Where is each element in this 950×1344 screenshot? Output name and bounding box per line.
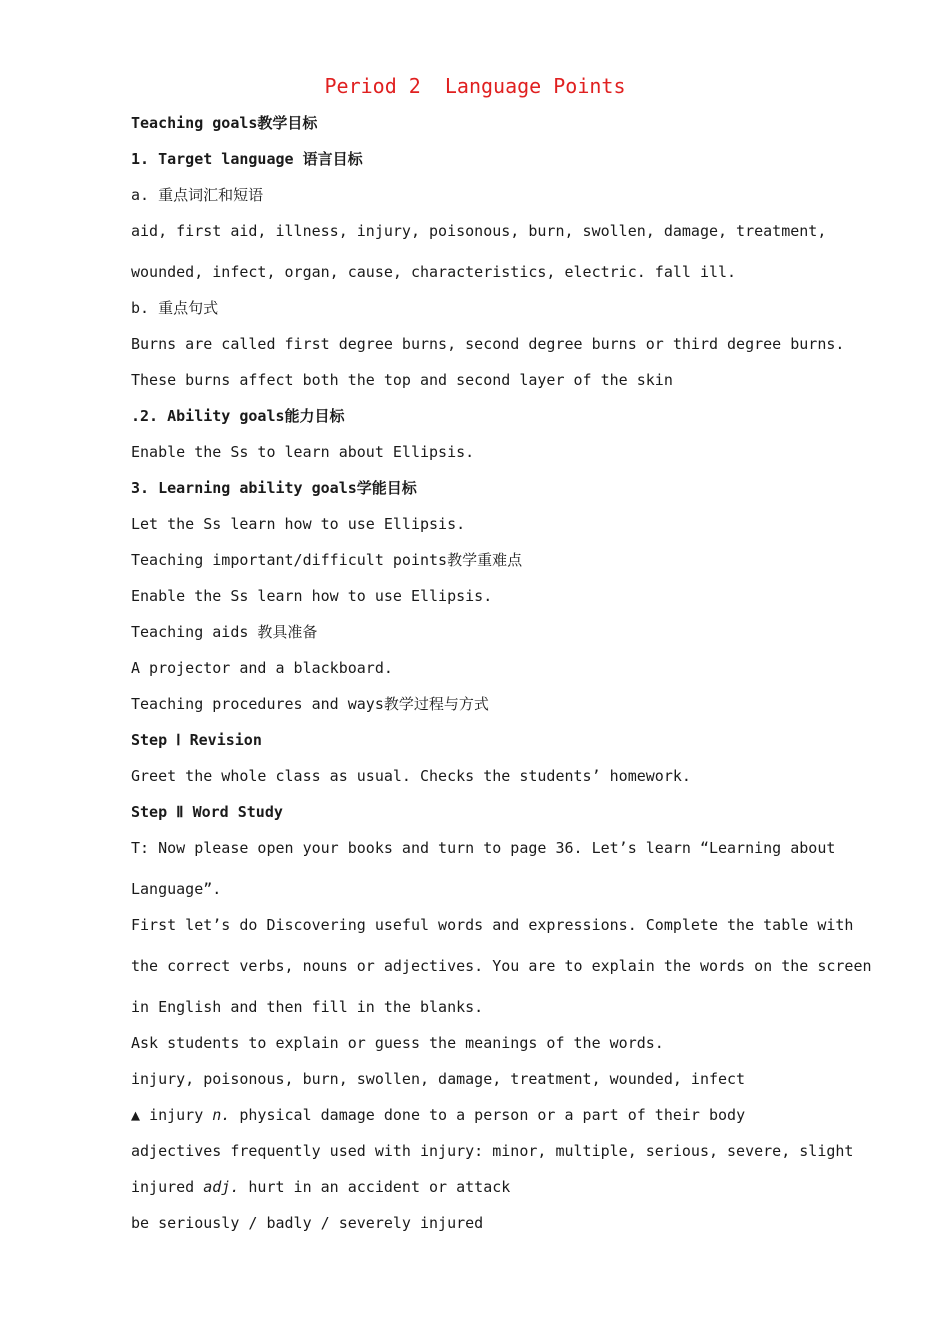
teaching-aids-label: Teaching aids 教具准备 — [131, 623, 318, 641]
definition-word: injury — [149, 1106, 204, 1124]
definition-meaning: hurt in an accident or attack — [248, 1178, 511, 1196]
step-2-paragraph-2-line-3: in English and then fill in the blanks. — [131, 998, 484, 1016]
step-2-heading: Step Ⅱ Word Study — [131, 803, 283, 821]
teaching-aids-text: A projector and a blackboard. — [131, 659, 393, 677]
step-2-paragraph-2-line-2: the correct verbs, nouns or adjectives. You are to explain the words on the screen — [131, 957, 872, 975]
important-points-text: Enable the Ss learn how to use Ellipsis. — [131, 587, 493, 605]
ability-goals-text: Enable the Ss to learn about Ellipsis. — [131, 443, 475, 461]
step-1-text: Greet the whole class as usual. Checks the students’ homework. — [131, 767, 691, 785]
target-language-heading: 1. Target language 语言目标 — [131, 150, 363, 168]
important-points-label: Teaching important/difficult points教学重难点 — [131, 551, 523, 569]
triangle-bullet-icon: ▲ — [131, 1106, 141, 1124]
part-of-speech: adj. — [203, 1178, 240, 1196]
sentence-line-1: Burns are called first degree burns, second degree burns or third degree burns. — [131, 335, 845, 353]
step-2-paragraph-1-line-1: T: Now please open your books and turn to page 36. Let’s learn “Learning about — [131, 839, 836, 857]
key-vocabulary-label: a. 重点词汇和短语 — [131, 186, 264, 204]
definition-injured — [131, 1177, 510, 1197]
part-of-speech: n. — [212, 1106, 231, 1124]
step-2-paragraph-1-line-2: Language”. — [131, 880, 222, 898]
adjectives-line: adjectives frequently used with injury: minor, multiple, serious, severe, slight — [131, 1142, 854, 1160]
learning-ability-text: Let the Ss learn how to use Ellipsis. — [131, 515, 466, 533]
step-2-paragraph-2-line-1: First let’s do Discovering useful words and expressions. Complete the table with — [131, 916, 854, 934]
definition-word: injured — [131, 1178, 195, 1196]
procedures-label: Teaching procedures and ways教学过程与方式 — [131, 695, 489, 713]
vocabulary-line-2: wounded, infect, organ, cause, characteristics, electric. fall ill. — [131, 263, 737, 281]
step-1-heading: Step Ⅰ Revision — [131, 731, 262, 749]
key-sentences-label: b. 重点句式 — [131, 299, 219, 317]
word-list: injury, poisonous, burn, swollen, damage, treatment, wounded, infect — [131, 1070, 746, 1088]
learning-ability-heading: 3. Learning ability goals学能目标 — [131, 479, 417, 497]
vocabulary-line-1: aid, first aid, illness, injury, poisonous, burn, swollen, damage, treatment, — [131, 222, 827, 240]
definition-injury — [131, 1105, 745, 1125]
usage-example: be seriously / badly / severely injured — [131, 1214, 484, 1232]
sentence-line-2: These burns affect both the top and second layer of the skin — [131, 371, 673, 389]
ability-goals-heading: .2. Ability goals能力目标 — [131, 407, 345, 425]
page-title: Period 2 Language Points — [324, 74, 626, 98]
teaching-goals-heading: Teaching goals教学目标 — [131, 114, 318, 132]
definition-meaning: physical damage done to a person or a part of their body — [239, 1106, 746, 1124]
ask-students-text: Ask students to explain or guess the meanings of the words. — [131, 1034, 664, 1052]
